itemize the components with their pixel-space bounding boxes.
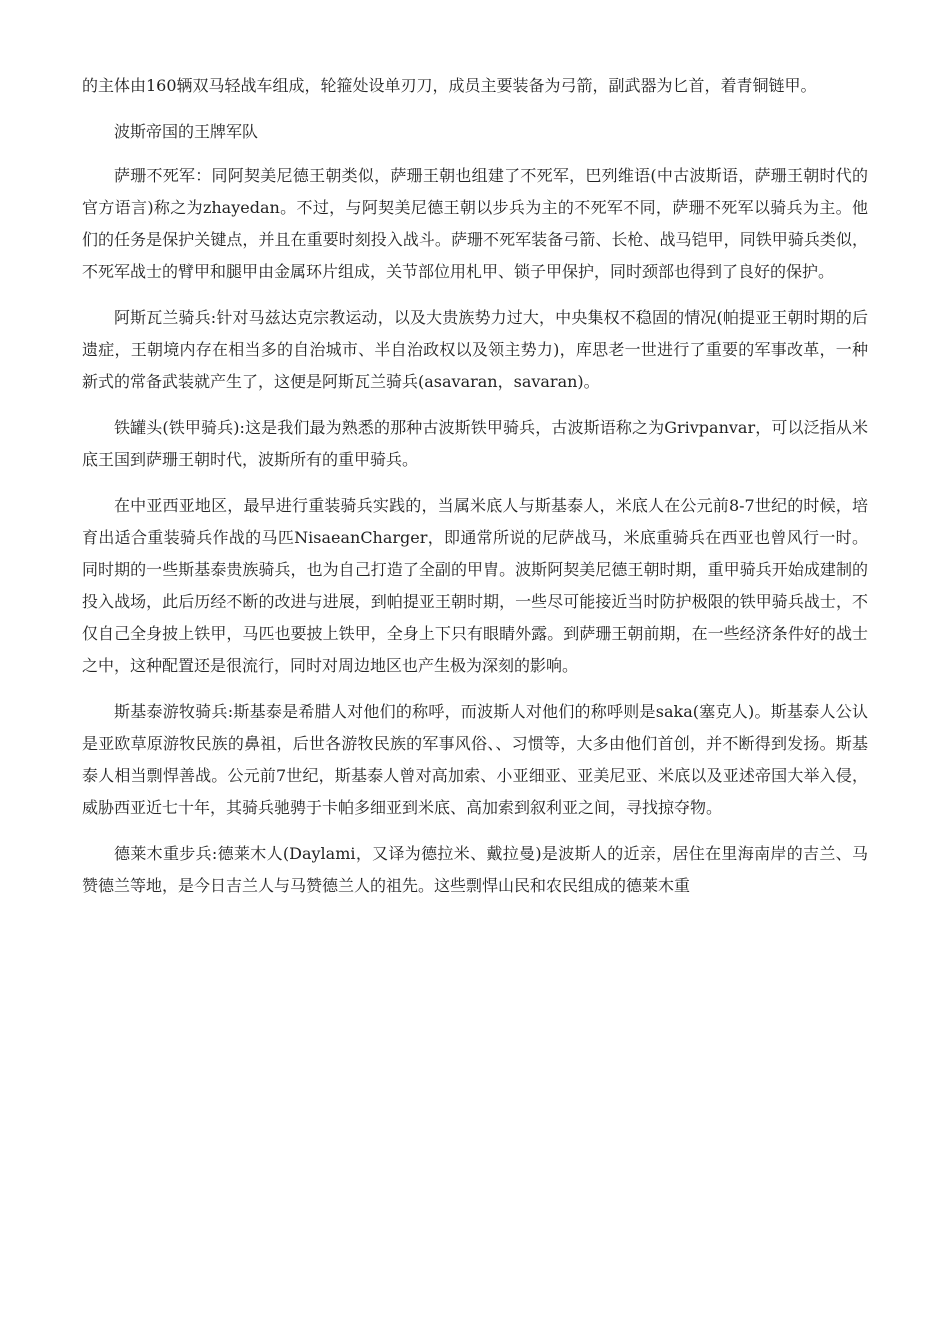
paragraph-scythian-cavalry: 斯基泰游牧骑兵:斯基泰是希腊人对他们的称呼，而波斯人对他们的称呼则是saka(塞克人)。斯基泰人公认是亚欧草原游牧民族的鼻祖，后世各游牧民族的军事风俗、、习惯等，大多由他们首创，并不断得到发扬。斯基泰人相当剽悍善战。公元前7世纪，斯基泰人曾对高加索、小亚细亚、亚美尼亚、米底以及亚述帝国大举入侵，威胁西亚近七十年，其骑兵驰骋于卡帕多细亚到米底、高加索到叙利亚之间，寻找掠夺物。	[82, 702, 868, 817]
paragraph-continuation: 的主体由160辆双马轻战车组成，轮箍处设单刃刀，成员主要装备为弓箭，副武器为匕首，着青铜链甲。	[82, 76, 817, 95]
paragraph-heavy-cavalry-history: 在中亚西亚地区，最早进行重装骑兵实践的，当属米底人与斯基泰人，米底人在公元前8-7世纪的时候，培育出适合重装骑兵作战的马匹NisaeanCharger，即通常所说的尼萨战马，米底重骑兵在西亚也曾风行一时。同时期的一些斯基泰贵族骑兵，也为自己打造了全副的甲胄。波斯阿契美尼德王朝时期，重甲骑兵开始成建制的投入战场，此后历经不断的改进与进展，到帕提亚王朝时期，一些尽可能接近当时防护极限的铁甲骑兵战士，不仅自己全身披上铁甲，马匹也要披上铁甲，全身上下只有眼睛外露。到萨珊王朝前期，在一些经济条件好的战士之中，这种配置还是很流行，同时对周边地区也产生极为深刻的影响。	[82, 496, 868, 675]
document-body	[82, 70, 868, 916]
paragraph-iron-cataphract: 铁罐头(铁甲骑兵):这是我们最为熟悉的那种古波斯铁甲骑兵，古波斯语称之为Grivpanvar，可以泛指从米底王国到萨珊王朝时代，波斯所有的重甲骑兵。	[82, 418, 868, 469]
paragraph-asvaran-cavalry: 阿斯瓦兰骑兵:针对马兹达克宗教运动，以及大贵族势力过大，中央集权不稳固的情况(帕提亚王朝时期的后遗症，王朝境内存在相当多的自治城市、半自治政权以及领主势力)，库思老一世进行了重要的军事改革，一种新式的常备武装就产生了，这便是阿斯瓦兰骑兵(asavaran，savaran)。	[82, 308, 868, 391]
paragraph-sasanian-immortals: 萨珊不死军：同阿契美尼德王朝类似，萨珊王朝也组建了不死军，巴列维语(中古波斯语，萨珊王朝时代的官方语言)称之为zhayedan。不过，与阿契美尼德王朝以步兵为主的不死军不同，萨珊不死军以骑兵为主。他们的任务是保护关键点，并且在重要时刻投入战斗。萨珊不死军装备弓箭、长枪、战马铠甲，同铁甲骑兵类似，不死军战士的臂甲和腿甲由金属环片组成，关节部位用札甲、锁子甲保护，同时颈部也得到了良好的保护。	[82, 166, 868, 281]
section-heading: 波斯帝国的王牌军队	[114, 122, 259, 141]
paragraph-daylami-infantry: 德莱木重步兵:德莱木人(Daylami，又译为德拉米、戴拉曼)是波斯人的近亲，居住在里海南岸的吉兰、马赞德兰等地，是今日吉兰人与马赞德兰人的祖先。这些剽悍山民和农民组成的德莱木重	[82, 844, 868, 895]
